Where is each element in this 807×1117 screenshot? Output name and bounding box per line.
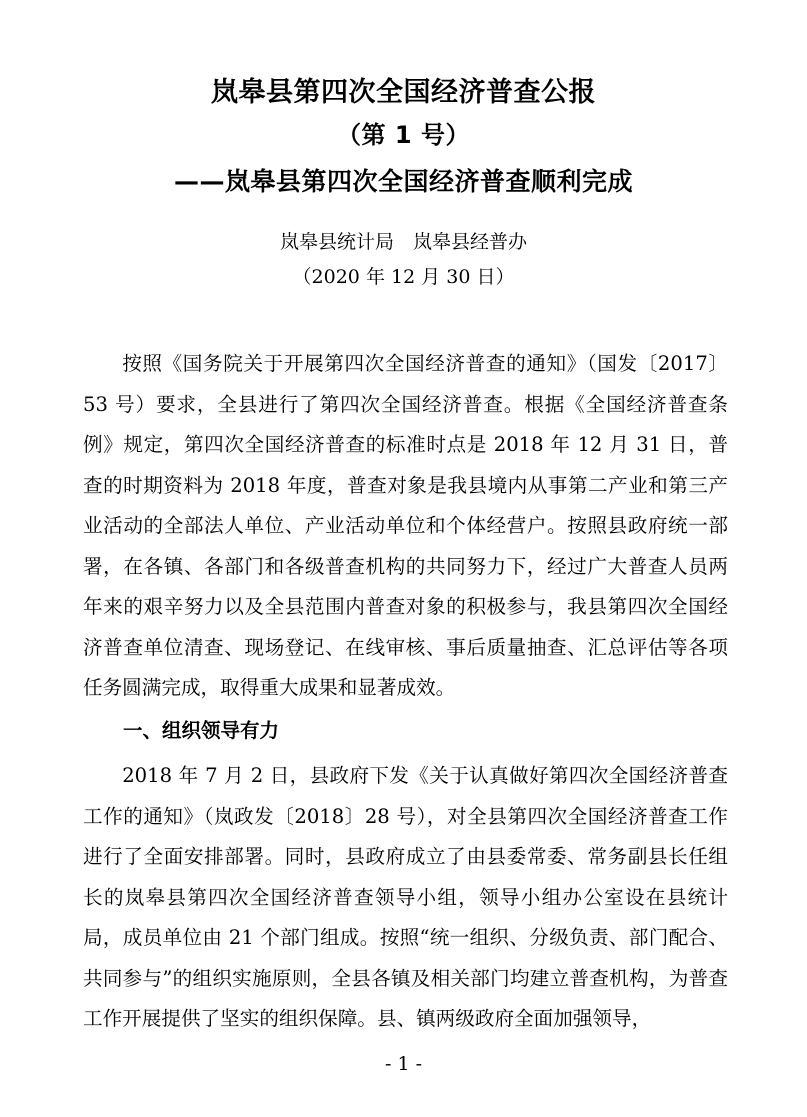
section-1-paragraph: 2018 年 7 月 2 日，县政府下发《关于认真做好第四次全国经济普查工作的通知》（岚政发〔2018〕28 号），对全县第四次全国经济普查工作进行了全面安排部署。同时，县政府成立了由县委常委、常务副县长任组长的岚皋县第四次全国经济普查领导小组，领导小组办公室设在县统计局，成员单位由 21 个部门组成。按照“统一组织、分级负责、部门配合、共同参与”的组织实施原则，全县各镇及相关部门均建立普查机构，为普查工作开展提供了坚实的组织保障。县、镇两级政府全面加强领导， [83, 764, 728, 1030]
document-subtitle: ——岚皋县第四次全国经济普查顺利完成 [173, 167, 633, 196]
issuer-line: 岚皋县统计局 岚皋县经普办 [279, 231, 527, 253]
page-number: - 1 - [384, 1053, 422, 1075]
document-title: 岚皋县第四次全国经济普查公报 [211, 77, 596, 108]
intro-paragraph: 按照《国务院关于开展第四次全国经济普查的通知》（国发〔2017〕53 号）要求，全县进行了第四次全国经济普查。根据《全国经济普查条例》规定，第四次全国经济普查的标准时点是 2018 年 12 月 31 日，普查的时期资料为 2018 年度，普查对象是我县境内从事第二产业和第三产业活动的全部法人单位、产业活动单位和个体经营户。按照县政府统一部署，在各镇、各部门和各级普查机构的共同努力下，经过广大普查人员两年来的艰辛努力以及全县范围内普查对象的积极参与，我县第四次全国经济普查单位清查、现场登记、在线审核、事后质量抽查、汇总评估等各项任务圆满完成，取得重大成果和显著成效。 [83, 352, 728, 699]
issue-number: （第 1 号） [337, 121, 470, 149]
publication-date: （2020 年 12 月 30 日） [292, 266, 515, 288]
section-heading-1: 一、组织领导有力 [123, 719, 280, 742]
